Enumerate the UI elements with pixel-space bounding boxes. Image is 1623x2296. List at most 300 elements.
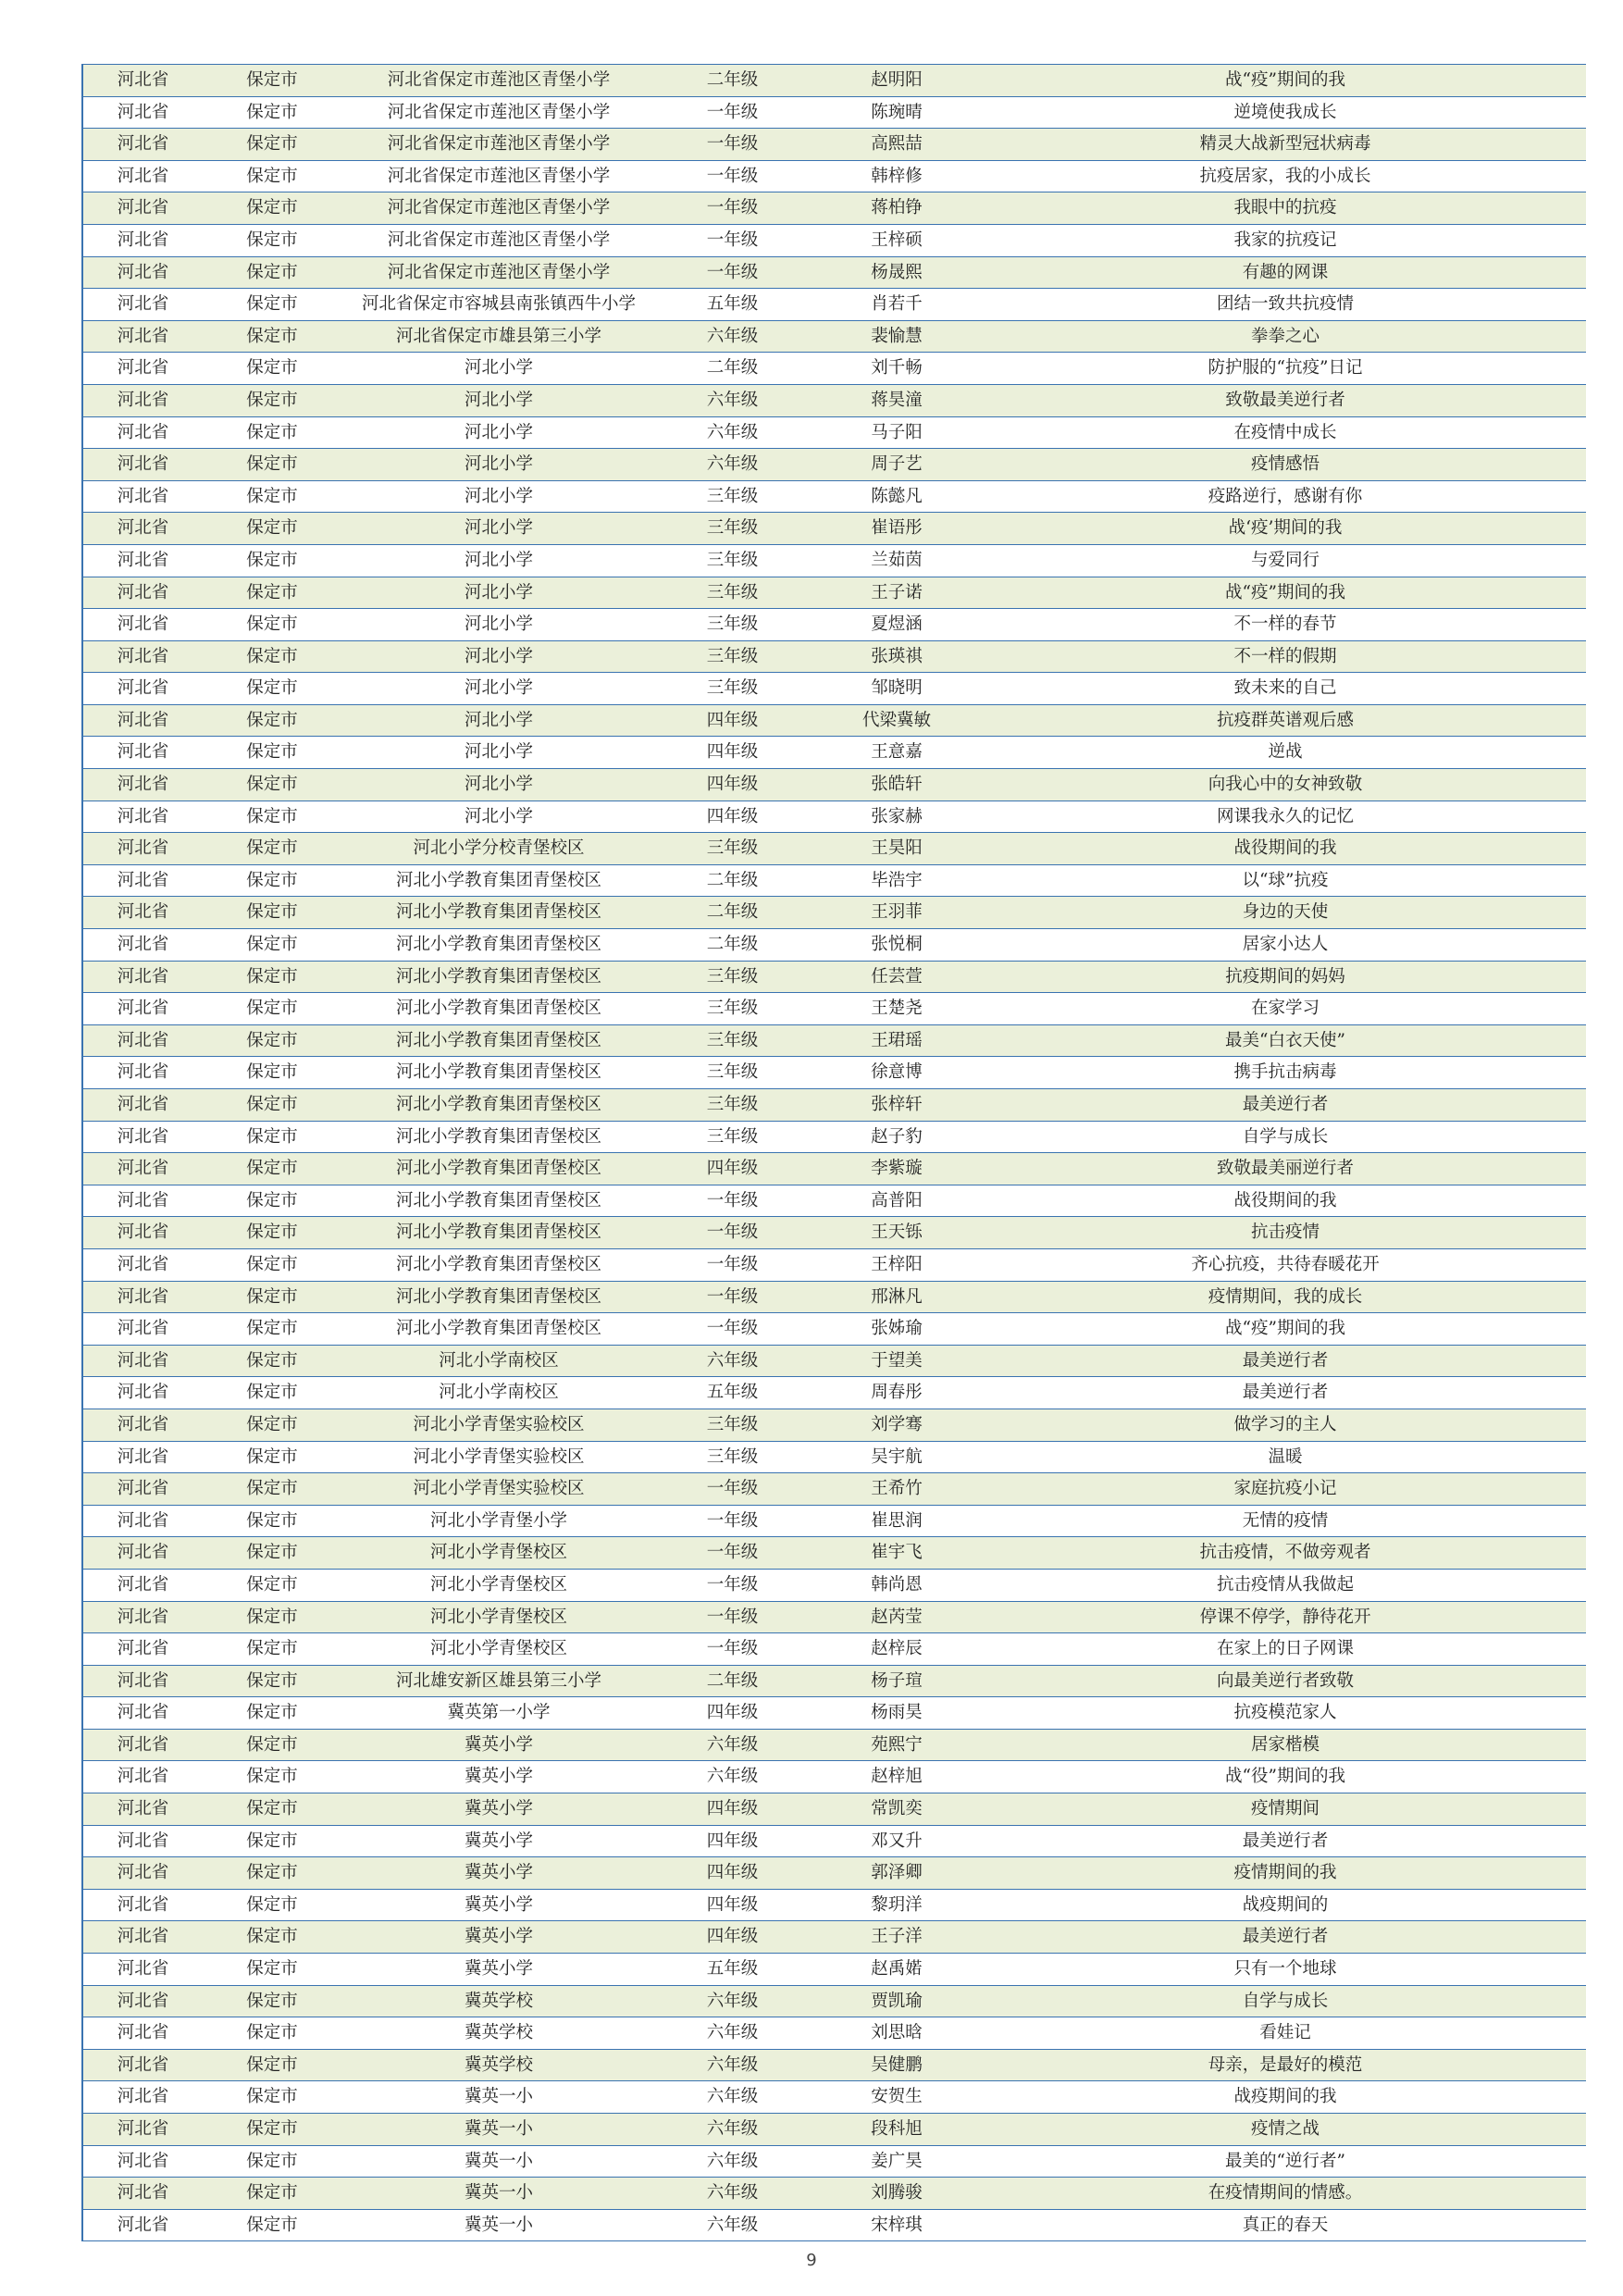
essay-title-cell: 致敬最美逆行者 — [985, 384, 1586, 416]
student-name-cell: 韩梓修 — [809, 160, 985, 192]
province-cell: 河北省 — [82, 1921, 203, 1954]
grade-cell: 三年级 — [656, 640, 809, 673]
table-row — [82, 1377, 1586, 1409]
table-row — [82, 2178, 1586, 2210]
essay-title-cell: 抗疫期间的妈妈 — [985, 961, 1586, 993]
province-cell: 河北省 — [82, 1121, 203, 1153]
school-cell: 河北省保定市莲池区青堡小学 — [341, 224, 656, 256]
grade-cell: 三年级 — [656, 961, 809, 993]
table-row — [82, 1024, 1586, 1057]
table-row — [82, 96, 1586, 129]
school-cell: 河北小学教育集团青堡校区 — [341, 961, 656, 993]
city-cell: 保定市 — [203, 2017, 341, 2050]
student-name-cell: 段科旭 — [809, 2114, 985, 2146]
city-cell: 保定市 — [203, 1665, 341, 1697]
province-cell: 河北省 — [82, 1409, 203, 1441]
city-cell: 保定市 — [203, 1345, 341, 1377]
city-cell: 保定市 — [203, 2145, 341, 2178]
table-row — [82, 1057, 1586, 1089]
city-cell: 保定市 — [203, 192, 341, 225]
province-cell: 河北省 — [82, 513, 203, 545]
table-row — [82, 2081, 1586, 2114]
school-cell: 河北小学教育集团青堡校区 — [341, 1217, 656, 1249]
city-cell: 保定市 — [203, 609, 341, 641]
essay-title-cell: 疫情期间 — [985, 1793, 1586, 1826]
student-name-cell: 徐意博 — [809, 1057, 985, 1089]
school-cell: 冀英小学 — [341, 1793, 656, 1826]
province-cell: 河北省 — [82, 1985, 203, 2017]
essay-title-cell: 疫情之战 — [985, 2114, 1586, 2146]
school-cell: 冀英小学 — [341, 1889, 656, 1921]
essay-title-cell: 在家上的日子网课 — [985, 1633, 1586, 1666]
student-name-cell: 王楚尧 — [809, 993, 985, 1025]
student-name-cell: 高熙喆 — [809, 129, 985, 161]
grade-cell: 三年级 — [656, 513, 809, 545]
grade-cell: 二年级 — [656, 1665, 809, 1697]
grade-cell: 一年级 — [656, 1185, 809, 1217]
city-cell: 保定市 — [203, 1793, 341, 1826]
essay-title-cell: 战役期间的我 — [985, 1185, 1586, 1217]
student-name-cell: 刘腾骏 — [809, 2178, 985, 2210]
student-name-cell: 黎玥洋 — [809, 1889, 985, 1921]
province-cell: 河北省 — [82, 1761, 203, 1793]
city-cell: 保定市 — [203, 480, 341, 513]
table-row — [82, 416, 1586, 449]
grade-cell: 三年级 — [656, 1409, 809, 1441]
student-name-cell: 邹晓明 — [809, 673, 985, 705]
grade-cell: 三年级 — [656, 1089, 809, 1122]
city-cell: 保定市 — [203, 289, 341, 321]
school-cell: 河北小学教育集团青堡校区 — [341, 1313, 656, 1346]
school-cell: 河北小学教育集团青堡校区 — [341, 1121, 656, 1153]
province-cell: 河北省 — [82, 353, 203, 385]
school-cell: 冀英小学 — [341, 1729, 656, 1761]
school-cell: 河北小学教育集团青堡校区 — [341, 993, 656, 1025]
school-cell: 河北小学 — [341, 769, 656, 801]
city-cell: 保定市 — [203, 1409, 341, 1441]
essay-title-cell: 不一样的假期 — [985, 640, 1586, 673]
province-cell: 河北省 — [82, 1057, 203, 1089]
city-cell: 保定市 — [203, 96, 341, 129]
student-name-cell: 张梓轩 — [809, 1089, 985, 1122]
school-cell: 河北小学 — [341, 384, 656, 416]
city-cell: 保定市 — [203, 864, 341, 897]
table-row — [82, 1985, 1586, 2017]
city-cell: 保定市 — [203, 1377, 341, 1409]
essay-title-cell: 最美逆行者 — [985, 1089, 1586, 1122]
school-cell: 河北小学青堡校区 — [341, 1633, 656, 1666]
school-cell: 河北小学 — [341, 577, 656, 609]
grade-cell: 六年级 — [656, 1729, 809, 1761]
grade-cell: 三年级 — [656, 993, 809, 1025]
grade-cell: 二年级 — [656, 897, 809, 929]
city-cell: 保定市 — [203, 2114, 341, 2146]
city-cell: 保定市 — [203, 160, 341, 192]
student-name-cell: 王子洋 — [809, 1921, 985, 1954]
student-name-cell: 王昊阳 — [809, 833, 985, 865]
province-cell: 河北省 — [82, 96, 203, 129]
school-cell: 冀英学校 — [341, 2049, 656, 2081]
school-cell: 河北小学南校区 — [341, 1345, 656, 1377]
city-cell: 保定市 — [203, 513, 341, 545]
table-row — [82, 1921, 1586, 1954]
student-name-cell: 周子艺 — [809, 449, 985, 481]
table-row — [82, 1409, 1586, 1441]
city-cell: 保定市 — [203, 1473, 341, 1506]
city-cell: 保定市 — [203, 1889, 341, 1921]
school-cell: 冀英小学 — [341, 1857, 656, 1890]
student-name-cell: 王意嘉 — [809, 737, 985, 769]
grade-cell: 六年级 — [656, 2209, 809, 2241]
table-row — [82, 513, 1586, 545]
student-name-cell: 于望美 — [809, 1345, 985, 1377]
grade-cell: 二年级 — [656, 353, 809, 385]
table-row — [82, 609, 1586, 641]
essay-title-cell: 只有一个地球 — [985, 1954, 1586, 1986]
table-row — [82, 384, 1586, 416]
province-cell: 河北省 — [82, 2178, 203, 2210]
grade-cell: 一年级 — [656, 1633, 809, 1666]
table-row — [82, 1761, 1586, 1793]
city-cell: 保定市 — [203, 1569, 341, 1601]
student-name-cell: 杨晟熙 — [809, 256, 985, 289]
city-cell: 保定市 — [203, 1633, 341, 1666]
table-row — [82, 1633, 1586, 1666]
student-name-cell: 王子诺 — [809, 577, 985, 609]
grade-cell: 三年级 — [656, 1024, 809, 1057]
essay-title-cell: 向我心中的女神致敬 — [985, 769, 1586, 801]
city-cell: 保定市 — [203, 1217, 341, 1249]
city-cell: 保定市 — [203, 416, 341, 449]
school-cell: 冀英小学 — [341, 1921, 656, 1954]
school-cell: 河北小学青堡实验校区 — [341, 1473, 656, 1506]
essay-title-cell: 抗击疫情 — [985, 1217, 1586, 1249]
province-cell: 河北省 — [82, 1441, 203, 1473]
city-cell: 保定市 — [203, 2209, 341, 2241]
grade-cell: 六年级 — [656, 1761, 809, 1793]
grade-cell: 一年级 — [656, 1537, 809, 1570]
city-cell: 保定市 — [203, 1057, 341, 1089]
city-cell: 保定市 — [203, 1921, 341, 1954]
school-cell: 冀英第一小学 — [341, 1697, 656, 1730]
grade-cell: 二年级 — [656, 65, 809, 97]
province-cell: 河北省 — [82, 1633, 203, 1666]
school-cell: 河北省保定市容城县南张镇西牛小学 — [341, 289, 656, 321]
city-cell: 保定市 — [203, 1089, 341, 1122]
province-cell: 河北省 — [82, 65, 203, 97]
school-cell: 冀英一小 — [341, 2209, 656, 2241]
grade-cell: 一年级 — [656, 224, 809, 256]
essay-title-cell: 致敬最美丽逆行者 — [985, 1153, 1586, 1185]
grade-cell: 六年级 — [656, 416, 809, 449]
essay-title-cell: 自学与成长 — [985, 1121, 1586, 1153]
city-cell: 保定市 — [203, 1954, 341, 1986]
grade-cell: 三年级 — [656, 577, 809, 609]
city-cell: 保定市 — [203, 544, 341, 577]
essay-title-cell: 在家学习 — [985, 993, 1586, 1025]
province-cell: 河北省 — [82, 1665, 203, 1697]
student-name-cell: 王希竹 — [809, 1473, 985, 1506]
city-cell: 保定市 — [203, 769, 341, 801]
province-cell: 河北省 — [82, 800, 203, 833]
province-cell: 河北省 — [82, 1505, 203, 1537]
city-cell: 保定市 — [203, 1825, 341, 1857]
student-name-cell: 安贺生 — [809, 2081, 985, 2114]
province-cell: 河北省 — [82, 673, 203, 705]
table-row — [82, 1793, 1586, 1826]
student-name-cell: 李紫璇 — [809, 1153, 985, 1185]
essay-title-cell: 我家的抗疫记 — [985, 224, 1586, 256]
grade-cell: 一年级 — [656, 1281, 809, 1313]
essay-title-cell: 齐心抗疫，共待春暖花开 — [985, 1248, 1586, 1281]
table-row — [82, 449, 1586, 481]
student-name-cell: 崔思润 — [809, 1505, 985, 1537]
student-name-cell: 杨子瑄 — [809, 1665, 985, 1697]
city-cell: 保定市 — [203, 65, 341, 97]
student-name-cell: 张家赫 — [809, 800, 985, 833]
city-cell: 保定市 — [203, 577, 341, 609]
essay-title-cell: 看娃记 — [985, 2017, 1586, 2050]
school-cell: 河北小学 — [341, 544, 656, 577]
table-row — [82, 256, 1586, 289]
city-cell: 保定市 — [203, 2049, 341, 2081]
essay-title-cell: 防护服的“抗疫”日记 — [985, 353, 1586, 385]
table-row — [82, 1729, 1586, 1761]
student-name-cell: 崔语彤 — [809, 513, 985, 545]
province-cell: 河北省 — [82, 2145, 203, 2178]
school-cell: 河北小学教育集团青堡校区 — [341, 1057, 656, 1089]
award-list-table — [81, 64, 1586, 2241]
province-cell: 河北省 — [82, 1793, 203, 1826]
student-name-cell: 韩尚恩 — [809, 1569, 985, 1601]
student-name-cell: 邓又升 — [809, 1825, 985, 1857]
grade-cell: 三年级 — [656, 673, 809, 705]
grade-cell: 四年级 — [656, 1889, 809, 1921]
grade-cell: 一年级 — [656, 1601, 809, 1633]
student-name-cell: 肖若千 — [809, 289, 985, 321]
province-cell: 河北省 — [82, 1954, 203, 1986]
grade-cell: 一年级 — [656, 1313, 809, 1346]
grade-cell: 四年级 — [656, 1921, 809, 1954]
essay-title-cell: 团结一致共抗疫情 — [985, 289, 1586, 321]
city-cell: 保定市 — [203, 1697, 341, 1730]
table-row — [82, 2209, 1586, 2241]
province-cell: 河北省 — [82, 544, 203, 577]
student-name-cell: 兰茹茵 — [809, 544, 985, 577]
city-cell: 保定市 — [203, 929, 341, 962]
essay-title-cell: 不一样的春节 — [985, 609, 1586, 641]
table-row — [82, 1665, 1586, 1697]
city-cell: 保定市 — [203, 961, 341, 993]
table-row — [82, 224, 1586, 256]
essay-title-cell: 战疫期间的我 — [985, 2081, 1586, 2114]
table-row — [82, 1601, 1586, 1633]
province-cell: 河北省 — [82, 993, 203, 1025]
student-name-cell: 王梓阳 — [809, 1248, 985, 1281]
grade-cell: 四年级 — [656, 737, 809, 769]
essay-title-cell: 战“疫”期间的我 — [985, 65, 1586, 97]
table-row — [82, 993, 1586, 1025]
table-row — [82, 2114, 1586, 2146]
table-row — [82, 1345, 1586, 1377]
grade-cell: 四年级 — [656, 704, 809, 737]
grade-cell: 四年级 — [656, 1793, 809, 1826]
table-row — [82, 704, 1586, 737]
student-name-cell: 赵子豹 — [809, 1121, 985, 1153]
grade-cell: 六年级 — [656, 449, 809, 481]
school-cell: 河北小学教育集团青堡校区 — [341, 1185, 656, 1217]
grade-cell: 一年级 — [656, 1569, 809, 1601]
school-cell: 河北小学 — [341, 480, 656, 513]
student-name-cell: 王梓硕 — [809, 224, 985, 256]
school-cell: 河北省保定市莲池区青堡小学 — [341, 160, 656, 192]
essay-title-cell: 母亲，是最好的模范 — [985, 2049, 1586, 2081]
essay-title-cell: 停课不停学，静待花开 — [985, 1601, 1586, 1633]
table-body — [82, 65, 1586, 2241]
table-row — [82, 353, 1586, 385]
grade-cell: 六年级 — [656, 2145, 809, 2178]
essay-title-cell: 我眼中的抗疫 — [985, 192, 1586, 225]
school-cell: 河北小学教育集团青堡校区 — [341, 897, 656, 929]
student-name-cell: 刘千畅 — [809, 353, 985, 385]
essay-title-cell: 战“疫”期间的我 — [985, 577, 1586, 609]
school-cell: 冀英小学 — [341, 1825, 656, 1857]
province-cell: 河北省 — [82, 160, 203, 192]
student-name-cell: 张姊瑜 — [809, 1313, 985, 1346]
essay-title-cell: 战疫期间的 — [985, 1889, 1586, 1921]
school-cell: 冀英小学 — [341, 1954, 656, 1986]
student-name-cell: 姜广昊 — [809, 2145, 985, 2178]
student-name-cell: 苑熙宁 — [809, 1729, 985, 1761]
essay-title-cell: 战“疫”期间的我 — [985, 1313, 1586, 1346]
student-name-cell: 张皓轩 — [809, 769, 985, 801]
student-name-cell: 常凯奕 — [809, 1793, 985, 1826]
school-cell: 河北小学青堡实验校区 — [341, 1409, 656, 1441]
essay-title-cell: 疫情感悟 — [985, 449, 1586, 481]
city-cell: 保定市 — [203, 1024, 341, 1057]
essay-title-cell: 温暖 — [985, 1441, 1586, 1473]
table-row — [82, 289, 1586, 321]
province-cell: 河北省 — [82, 256, 203, 289]
province-cell: 河北省 — [82, 609, 203, 641]
table-row — [82, 1697, 1586, 1730]
essay-title-cell: 抗疫群英谱观后感 — [985, 704, 1586, 737]
grade-cell: 六年级 — [656, 2017, 809, 2050]
table-row — [82, 1089, 1586, 1122]
table-row — [82, 65, 1586, 97]
province-cell: 河北省 — [82, 2081, 203, 2114]
school-cell: 河北小学青堡实验校区 — [341, 1441, 656, 1473]
city-cell: 保定市 — [203, 897, 341, 929]
essay-title-cell: 最美的“逆行者” — [985, 2145, 1586, 2178]
city-cell: 保定市 — [203, 1505, 341, 1537]
student-name-cell: 吴宇航 — [809, 1441, 985, 1473]
table-row — [82, 1248, 1586, 1281]
student-name-cell: 周春彤 — [809, 1377, 985, 1409]
province-cell: 河北省 — [82, 1697, 203, 1730]
city-cell: 保定市 — [203, 1441, 341, 1473]
school-cell: 冀英学校 — [341, 1985, 656, 2017]
student-name-cell: 王珺瑶 — [809, 1024, 985, 1057]
school-cell: 河北小学 — [341, 609, 656, 641]
grade-cell: 五年级 — [656, 1954, 809, 1986]
student-name-cell: 王天铄 — [809, 1217, 985, 1249]
essay-title-cell: 网课我永久的记忆 — [985, 800, 1586, 833]
table-row — [82, 129, 1586, 161]
school-cell: 河北省保定市莲池区青堡小学 — [341, 192, 656, 225]
province-cell: 河北省 — [82, 192, 203, 225]
grade-cell: 三年级 — [656, 544, 809, 577]
school-cell: 河北小学 — [341, 353, 656, 385]
province-cell: 河北省 — [82, 897, 203, 929]
province-cell: 河北省 — [82, 1217, 203, 1249]
province-cell: 河北省 — [82, 480, 203, 513]
city-cell: 保定市 — [203, 1185, 341, 1217]
city-cell: 保定市 — [203, 1601, 341, 1633]
school-cell: 河北省保定市莲池区青堡小学 — [341, 129, 656, 161]
table-row — [82, 673, 1586, 705]
school-cell: 河北小学教育集团青堡校区 — [341, 1153, 656, 1185]
grade-cell: 一年级 — [656, 160, 809, 192]
grade-cell: 三年级 — [656, 833, 809, 865]
table-row — [82, 160, 1586, 192]
student-name-cell: 夏煜涵 — [809, 609, 985, 641]
grade-cell: 一年级 — [656, 1473, 809, 1506]
province-cell: 河北省 — [82, 1601, 203, 1633]
student-name-cell: 陈懿凡 — [809, 480, 985, 513]
essay-title-cell: 逆境使我成长 — [985, 96, 1586, 129]
essay-title-cell: 疫情期间，我的成长 — [985, 1281, 1586, 1313]
school-cell: 冀英学校 — [341, 2017, 656, 2050]
province-cell: 河北省 — [82, 384, 203, 416]
table-row — [82, 1313, 1586, 1346]
grade-cell: 四年级 — [656, 1153, 809, 1185]
city-cell: 保定市 — [203, 1281, 341, 1313]
table-row — [82, 1281, 1586, 1313]
school-cell: 河北小学青堡校区 — [341, 1569, 656, 1601]
essay-title-cell: 携手抗击病毒 — [985, 1057, 1586, 1089]
table-row — [82, 1569, 1586, 1601]
table-row — [82, 1121, 1586, 1153]
school-cell: 河北小学教育集团青堡校区 — [341, 864, 656, 897]
province-cell: 河北省 — [82, 929, 203, 962]
grade-cell: 六年级 — [656, 384, 809, 416]
city-cell: 保定市 — [203, 640, 341, 673]
school-cell: 河北小学教育集团青堡校区 — [341, 1024, 656, 1057]
school-cell: 河北小学教育集团青堡校区 — [341, 1281, 656, 1313]
table-row — [82, 1825, 1586, 1857]
essay-title-cell: 做学习的主人 — [985, 1409, 1586, 1441]
province-cell: 河北省 — [82, 2049, 203, 2081]
city-cell: 保定市 — [203, 256, 341, 289]
student-name-cell: 代梁冀敏 — [809, 704, 985, 737]
grade-cell: 六年级 — [656, 320, 809, 353]
essay-title-cell: 最美逆行者 — [985, 1377, 1586, 1409]
province-cell: 河北省 — [82, 1345, 203, 1377]
city-cell: 保定市 — [203, 1985, 341, 2017]
school-cell: 河北小学 — [341, 416, 656, 449]
essay-title-cell: 无情的疫情 — [985, 1505, 1586, 1537]
student-name-cell: 高普阳 — [809, 1185, 985, 1217]
student-name-cell: 刘学骞 — [809, 1409, 985, 1441]
grade-cell: 四年级 — [656, 769, 809, 801]
essay-title-cell: 致未来的自己 — [985, 673, 1586, 705]
table-row — [82, 1473, 1586, 1506]
essay-title-cell: 家庭抗疫小记 — [985, 1473, 1586, 1506]
school-cell: 冀英一小 — [341, 2145, 656, 2178]
grade-cell: 二年级 — [656, 929, 809, 962]
school-cell: 河北省保定市莲池区青堡小学 — [341, 96, 656, 129]
